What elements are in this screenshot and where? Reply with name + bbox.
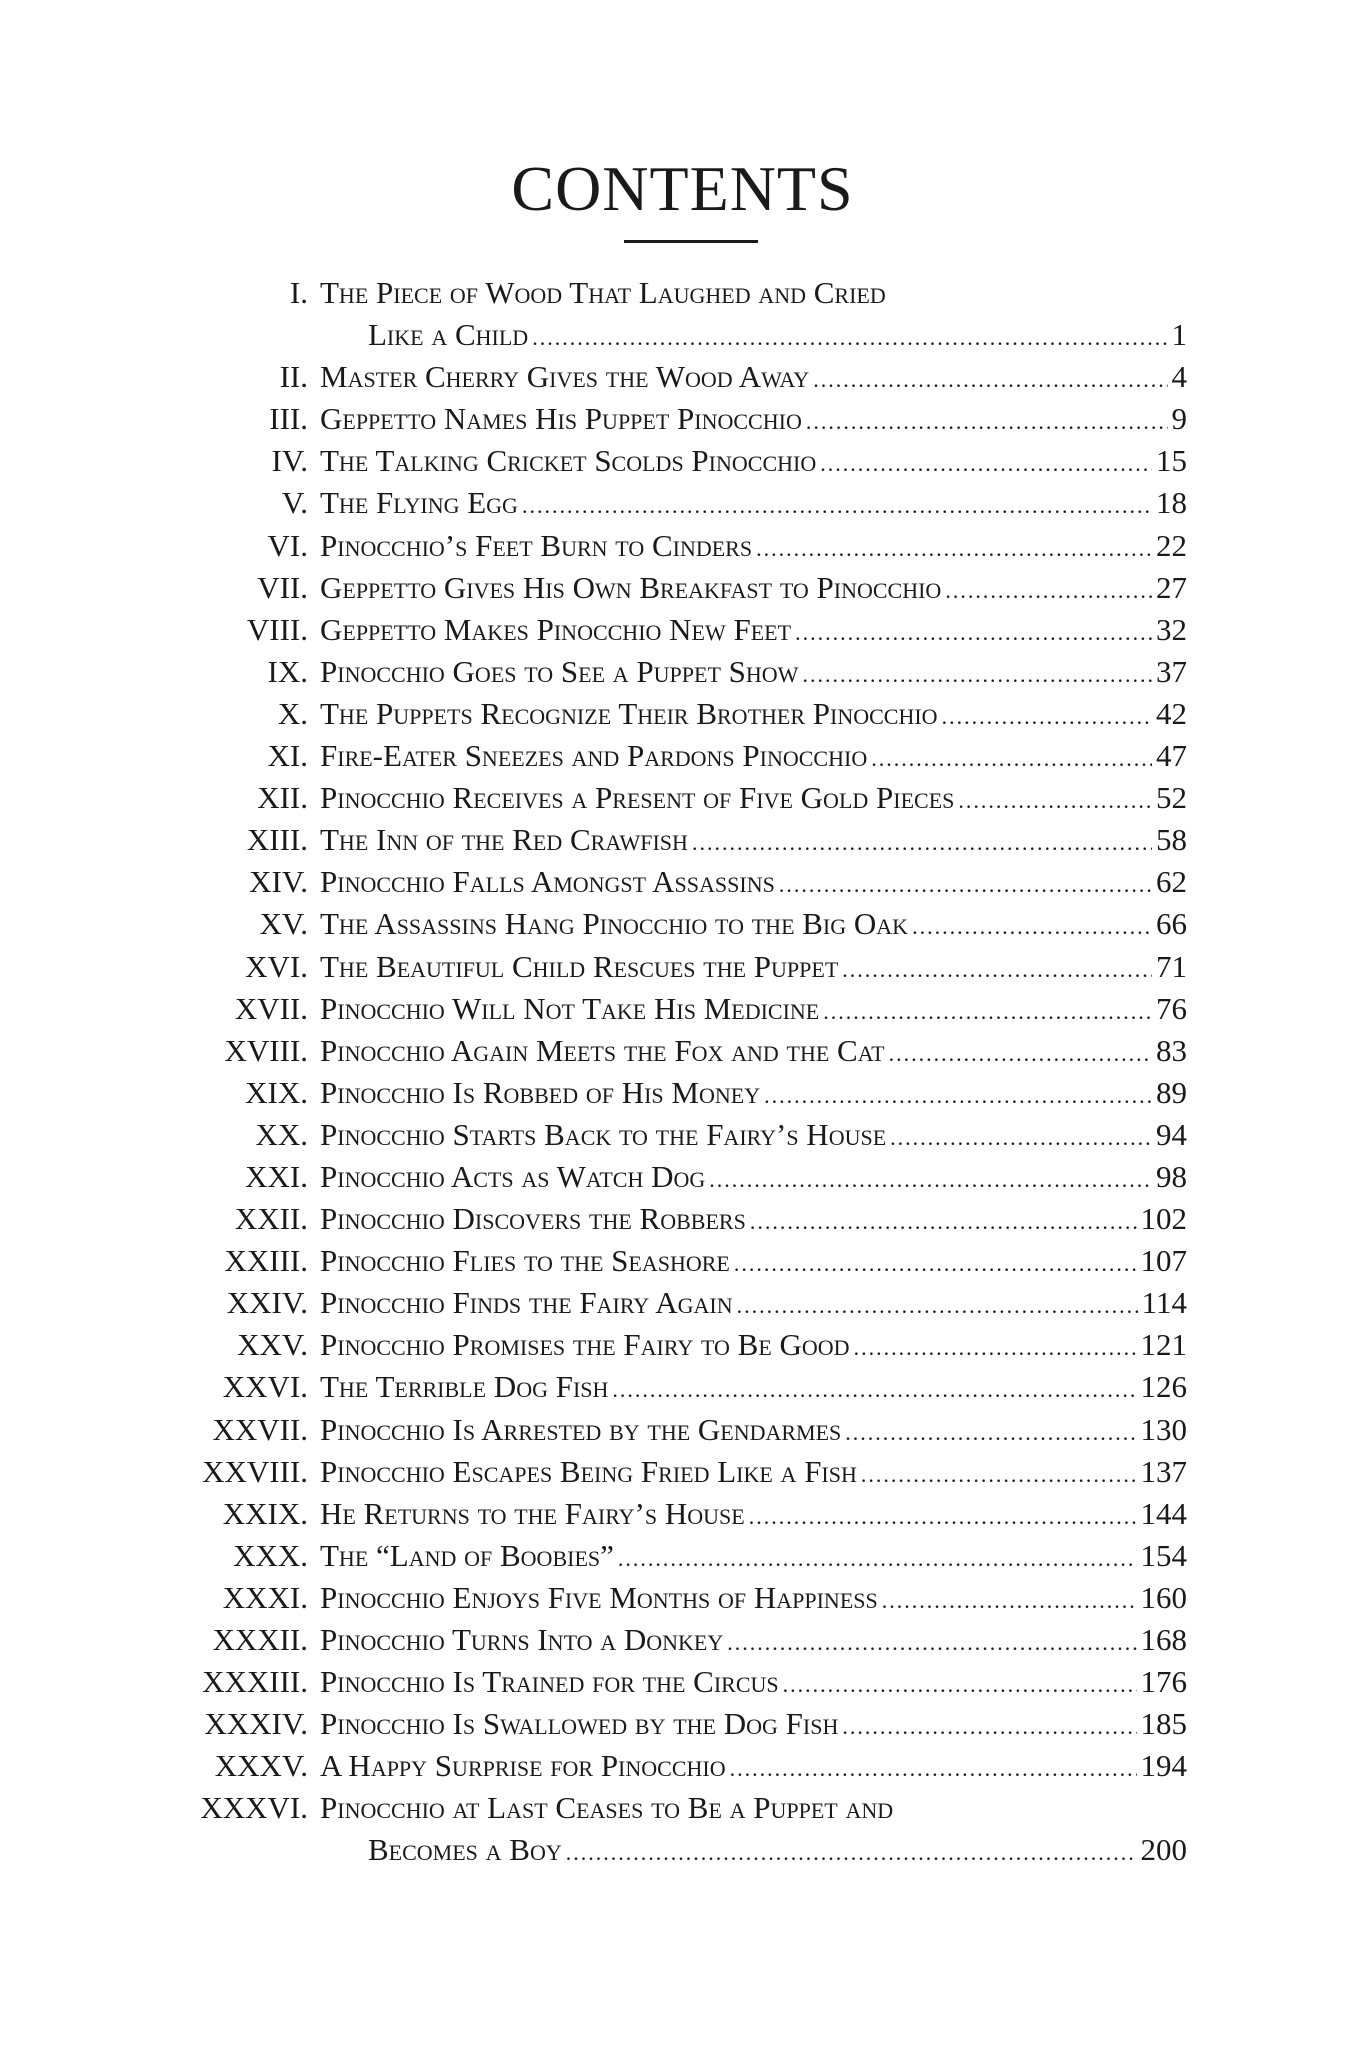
chapter-number: I.: [289, 275, 308, 310]
chapter-title: Pinocchio Promises the Fairy to Be Good: [320, 1327, 850, 1363]
chapter-title-line: [320, 819, 1187, 864]
toc-entry[interactable]: [0, 1156, 1365, 1198]
chapter-title-line: [320, 1198, 1187, 1243]
toc-entry[interactable]: [0, 1619, 1365, 1661]
dot-leader: [795, 612, 1152, 654]
toc-entry[interactable]: [0, 777, 1365, 819]
dot-leader: [756, 528, 1152, 570]
chapter-number: VII.: [257, 569, 308, 605]
chapter-title-line: [320, 1745, 1187, 1790]
dot-leader: [737, 1285, 1138, 1327]
chapter-title: Pinocchio Starts Back to the Fairy’s House: [320, 1116, 887, 1152]
chapter-number: X.: [277, 695, 308, 731]
chapter-number: XIX.: [245, 1074, 308, 1110]
chapter-number: XXI.: [245, 1158, 308, 1194]
toc-entry[interactable]: [0, 1535, 1365, 1577]
page-number: 194: [1140, 1748, 1187, 1784]
chapter-title: The Flying Egg: [320, 485, 518, 521]
chapter-number: IV.: [271, 443, 308, 479]
chapter-number: III.: [269, 401, 308, 437]
chapter-title-line: [320, 1282, 1187, 1327]
dot-leader: [890, 1117, 1152, 1159]
chapter-number: XII.: [257, 780, 308, 816]
page-number: 32: [1156, 611, 1187, 647]
chapter-title-line: [320, 651, 1187, 696]
chapter-number: XXXVI.: [200, 1790, 308, 1826]
chapter-title-line: [320, 1493, 1187, 1538]
dot-leader: [820, 443, 1152, 485]
chapter-title-line: [320, 693, 1187, 738]
chapter-title-line: [368, 314, 1187, 359]
chapter-number: XXIX.: [222, 1495, 308, 1531]
toc-entry[interactable]: [0, 1114, 1365, 1156]
page-number: 107: [1140, 1243, 1187, 1279]
chapter-number: XIII.: [246, 822, 308, 858]
chapter-number: XV.: [259, 906, 308, 942]
chapter-title-line: [320, 440, 1187, 485]
chapter-title: Pinocchio Finds the Fairy Again: [320, 1285, 733, 1321]
page-number: 160: [1140, 1579, 1187, 1615]
chapter-title: The Assassins Hang Pinocchio to the Big Oak: [320, 906, 909, 942]
page-number: 102: [1140, 1201, 1187, 1237]
toc-entry[interactable]: [0, 398, 1365, 440]
dot-leader: [861, 1454, 1137, 1496]
dot-leader: [958, 780, 1152, 822]
chapter-number: XVII.: [234, 990, 308, 1026]
chapter-title-line: [320, 525, 1187, 570]
page-number: 4: [1171, 359, 1187, 395]
page-number: 37: [1156, 653, 1187, 689]
chapter-title-line: [320, 1030, 1187, 1075]
toc-entry[interactable]: [0, 1366, 1365, 1408]
chapter-number: XXIV.: [226, 1285, 308, 1321]
chapter-title-line: [320, 1240, 1187, 1285]
dot-leader: [806, 401, 1168, 443]
chapter-title: Geppetto Makes Pinocchio New Feet: [320, 611, 792, 647]
toc-entry[interactable]: [0, 946, 1365, 988]
chapter-title-line: [320, 1619, 1187, 1664]
chapter-number: XXVIII.: [202, 1453, 308, 1489]
table-of-contents: [0, 272, 1365, 1872]
chapter-number: VI.: [267, 527, 308, 563]
dot-leader: [942, 696, 1152, 738]
chapter-title-line: [368, 1829, 1187, 1874]
chapter-title-line: [320, 1577, 1187, 1622]
chapter-title-line: [320, 1324, 1187, 1369]
chapter-title: Pinocchio Is Trained for the Circus: [320, 1664, 779, 1700]
chapter-title: The “Land of Boobies”: [320, 1537, 614, 1573]
chapter-number: XXXV.: [214, 1748, 308, 1784]
chapter-title-line: [320, 567, 1187, 612]
toc-entry[interactable]: [0, 651, 1365, 693]
chapter-title: Geppetto Names His Puppet Pinocchio: [320, 401, 802, 437]
page-number: 154: [1140, 1537, 1187, 1573]
page-number: 137: [1140, 1453, 1187, 1489]
page-number: 144: [1140, 1495, 1187, 1531]
chapter-number: XXII.: [234, 1201, 308, 1237]
chapter-title-line: [320, 1114, 1187, 1159]
toc-entry[interactable]: [0, 735, 1365, 777]
page-number: 58: [1156, 822, 1187, 858]
chapter-title-line: [320, 609, 1187, 654]
chapter-number: XXX.: [233, 1537, 308, 1573]
chapter-number: XI.: [267, 738, 308, 774]
page-number: 47: [1156, 738, 1187, 774]
page-number: 71: [1156, 948, 1187, 984]
chapter-title-line: [320, 777, 1187, 822]
toc-entry[interactable]: [0, 1451, 1365, 1493]
toc-entry[interactable]: [0, 903, 1365, 945]
chapter-title: The Beautiful Child Rescues the Puppet: [320, 948, 839, 984]
chapter-title-line: [320, 1703, 1187, 1748]
chapter-number: V.: [281, 485, 308, 521]
chapter-number: XXXII.: [212, 1622, 308, 1657]
toc-entry[interactable]: [0, 1240, 1365, 1282]
chapter-title: The Inn of the Red Crawfish: [320, 822, 688, 858]
toc-entry[interactable]: [0, 693, 1365, 735]
toc-entry[interactable]: [0, 861, 1365, 903]
chapter-title: Pinocchio Is Robbed of His Money: [320, 1074, 761, 1110]
chapter-title: Pinocchio Escapes Being Fried Like a Fish: [320, 1453, 857, 1489]
dot-leader: [813, 359, 1167, 401]
chapter-title-line: [320, 398, 1187, 443]
chapter-number: XXXIV.: [204, 1706, 308, 1742]
chapter-title: Master Cherry Gives the Wood Away: [320, 359, 810, 395]
chapter-title: Pinocchio Flies to the Seashore: [320, 1243, 730, 1279]
chapter-number: XXVII.: [212, 1411, 308, 1447]
chapter-title: The Puppets Recognize Their Brother Pinocchio: [320, 695, 938, 731]
dot-leader: [889, 1033, 1152, 1075]
dot-leader: [783, 1664, 1137, 1706]
page-number: 18: [1156, 485, 1187, 521]
chapter-title-line: [320, 988, 1187, 1033]
chapter-title: Pinocchio Enjoys Five Months of Happiness: [320, 1579, 878, 1615]
chapter-title: The Piece of Wood That Laughed and Cried: [320, 275, 886, 310]
chapter-title: A Happy Surprise for Pinocchio: [320, 1748, 726, 1784]
chapter-title: Pinocchio Is Arrested by the Gendarmes: [320, 1411, 842, 1447]
chapter-title-line: [320, 1409, 1187, 1454]
dot-leader: [750, 1201, 1137, 1243]
toc-entry[interactable]: [0, 567, 1365, 609]
toc-entry[interactable]: [0, 525, 1365, 567]
page-number: 121: [1140, 1327, 1187, 1363]
chapter-title-line: [320, 1366, 1187, 1411]
page-number: 15: [1156, 443, 1187, 479]
chapter-title: Fire-Eater Sneezes and Pardons Pinocchio: [320, 738, 868, 774]
toc-entry[interactable]: [0, 1745, 1365, 1787]
chapter-title-line: [320, 1661, 1187, 1706]
dot-leader: [612, 1369, 1136, 1411]
chapter-title: He Returns to the Fairy’s House: [320, 1495, 745, 1531]
toc-entry[interactable]: [0, 1787, 1365, 1871]
chapter-title: Becomes a Boy: [368, 1832, 562, 1868]
dot-leader: [845, 1412, 1136, 1454]
toc-entry[interactable]: [0, 609, 1365, 651]
chapter-number: XXVI.: [222, 1369, 308, 1405]
page-number: 66: [1156, 906, 1187, 942]
dot-leader: [802, 654, 1152, 696]
dot-leader: [882, 1580, 1137, 1622]
page-number: 89: [1156, 1074, 1187, 1110]
chapter-number: II.: [279, 359, 308, 395]
dot-leader: [842, 1706, 1136, 1748]
chapter-number: VIII.: [246, 611, 308, 647]
chapter-title: Pinocchio Acts as Watch Dog: [320, 1158, 706, 1194]
chapter-number: XVIII.: [224, 1032, 308, 1068]
page-number: 185: [1140, 1706, 1187, 1742]
toc-entry[interactable]: [0, 1324, 1365, 1366]
chapter-title: Pinocchio at Last Ceases to Be a Puppet and: [320, 1790, 894, 1826]
dot-leader: [532, 317, 1167, 359]
chapter-title: Pinocchio Discovers the Robbers: [320, 1201, 746, 1237]
page-number: 200: [1140, 1832, 1187, 1868]
toc-entry[interactable]: [0, 819, 1365, 861]
page-number: 168: [1140, 1622, 1187, 1657]
dot-leader: [764, 1075, 1152, 1117]
chapter-number: IX.: [267, 653, 308, 689]
page-number: 76: [1156, 990, 1187, 1026]
dot-leader: [912, 906, 1152, 948]
dot-leader: [779, 864, 1152, 906]
page-number: 98: [1156, 1158, 1187, 1194]
chapter-number: XVI.: [245, 948, 308, 984]
title-underline: [624, 240, 758, 243]
page-number: 94: [1156, 1116, 1187, 1152]
chapter-title: Pinocchio Will Not Take His Medicine: [320, 990, 820, 1026]
page-number: 9: [1171, 401, 1187, 437]
toc-entry[interactable]: [0, 1282, 1365, 1324]
page-number: 176: [1140, 1664, 1187, 1700]
page-number: 114: [1141, 1285, 1187, 1321]
toc-entry[interactable]: [0, 1072, 1365, 1114]
chapter-title: Pinocchio Falls Amongst Assassins: [320, 864, 775, 900]
toc-entry[interactable]: [0, 1661, 1365, 1703]
page-number: 1: [1171, 317, 1187, 352]
chapter-title-line: [320, 1072, 1187, 1117]
page-number: 52: [1156, 780, 1187, 816]
toc-entry[interactable]: [0, 482, 1365, 524]
chapter-title-line: [320, 1451, 1187, 1496]
dot-leader: [854, 1327, 1137, 1369]
toc-entry[interactable]: [0, 1703, 1365, 1745]
dot-leader: [709, 1159, 1152, 1201]
page-title: CONTENTS: [511, 153, 854, 224]
toc-entry[interactable]: [0, 1030, 1365, 1072]
page-number: 27: [1156, 569, 1187, 605]
chapter-number: XX.: [255, 1116, 308, 1152]
page-number: 62: [1156, 864, 1187, 900]
dot-leader: [871, 738, 1152, 780]
page-number: 22: [1156, 527, 1187, 563]
chapter-number: XXIII.: [224, 1243, 308, 1279]
chapter-title-line: [320, 903, 1187, 948]
toc-entry[interactable]: [0, 1409, 1365, 1451]
toc-entry[interactable]: [0, 1198, 1365, 1240]
chapter-title-line: [320, 356, 1187, 401]
chapter-title: Pinocchio Again Meets the Fox and the Cat: [320, 1032, 885, 1068]
dot-leader: [730, 1748, 1137, 1790]
page-number: 42: [1156, 695, 1187, 731]
chapter-title: Pinocchio’s Feet Burn to Cinders: [320, 527, 753, 563]
dot-leader: [749, 1496, 1137, 1538]
dot-leader: [842, 949, 1152, 991]
chapter-title-line: [320, 1535, 1187, 1580]
chapter-number: XXXI.: [222, 1579, 308, 1615]
toc-entry[interactable]: [0, 356, 1365, 398]
dot-leader: [945, 570, 1152, 612]
chapter-title: Geppetto Gives His Own Breakfast to Pinocchio: [320, 569, 942, 605]
dot-leader: [618, 1538, 1137, 1580]
chapter-number: XXV.: [237, 1327, 308, 1363]
toc-entry[interactable]: [0, 440, 1365, 482]
page-number: 130: [1140, 1411, 1187, 1447]
chapter-title-line: [320, 946, 1187, 991]
dot-leader: [727, 1622, 1136, 1664]
toc-entry[interactable]: [0, 272, 1365, 356]
chapter-title: The Terrible Dog Fish: [320, 1369, 609, 1405]
dot-leader: [566, 1832, 1137, 1874]
chapter-title: Pinocchio Turns Into a Donkey: [320, 1622, 724, 1657]
chapter-number: XIV.: [249, 864, 308, 900]
chapter-title-line: [320, 861, 1187, 906]
dot-leader: [823, 991, 1152, 1033]
chapter-number: XXXIII.: [202, 1664, 308, 1700]
toc-entry[interactable]: [0, 1577, 1365, 1619]
chapter-title-line: [320, 735, 1187, 780]
chapter-title: Pinocchio Goes to See a Puppet Show: [320, 653, 799, 689]
page-number: 83: [1156, 1032, 1187, 1068]
page-number: 126: [1140, 1369, 1187, 1405]
chapter-title: The Talking Cricket Scolds Pinocchio: [320, 443, 817, 479]
dot-leader: [692, 822, 1152, 864]
chapter-title: Like a Child: [368, 317, 529, 352]
toc-entry[interactable]: [0, 988, 1365, 1030]
dot-leader: [734, 1243, 1137, 1285]
chapter-title-line: [320, 1156, 1187, 1201]
chapter-title-line: [320, 482, 1187, 527]
dot-leader: [522, 485, 1152, 527]
chapter-title: Pinocchio Receives a Present of Five Gold Pieces: [320, 780, 955, 816]
chapter-title: Pinocchio Is Swallowed by the Dog Fish: [320, 1706, 839, 1742]
toc-entry[interactable]: [0, 1493, 1365, 1535]
